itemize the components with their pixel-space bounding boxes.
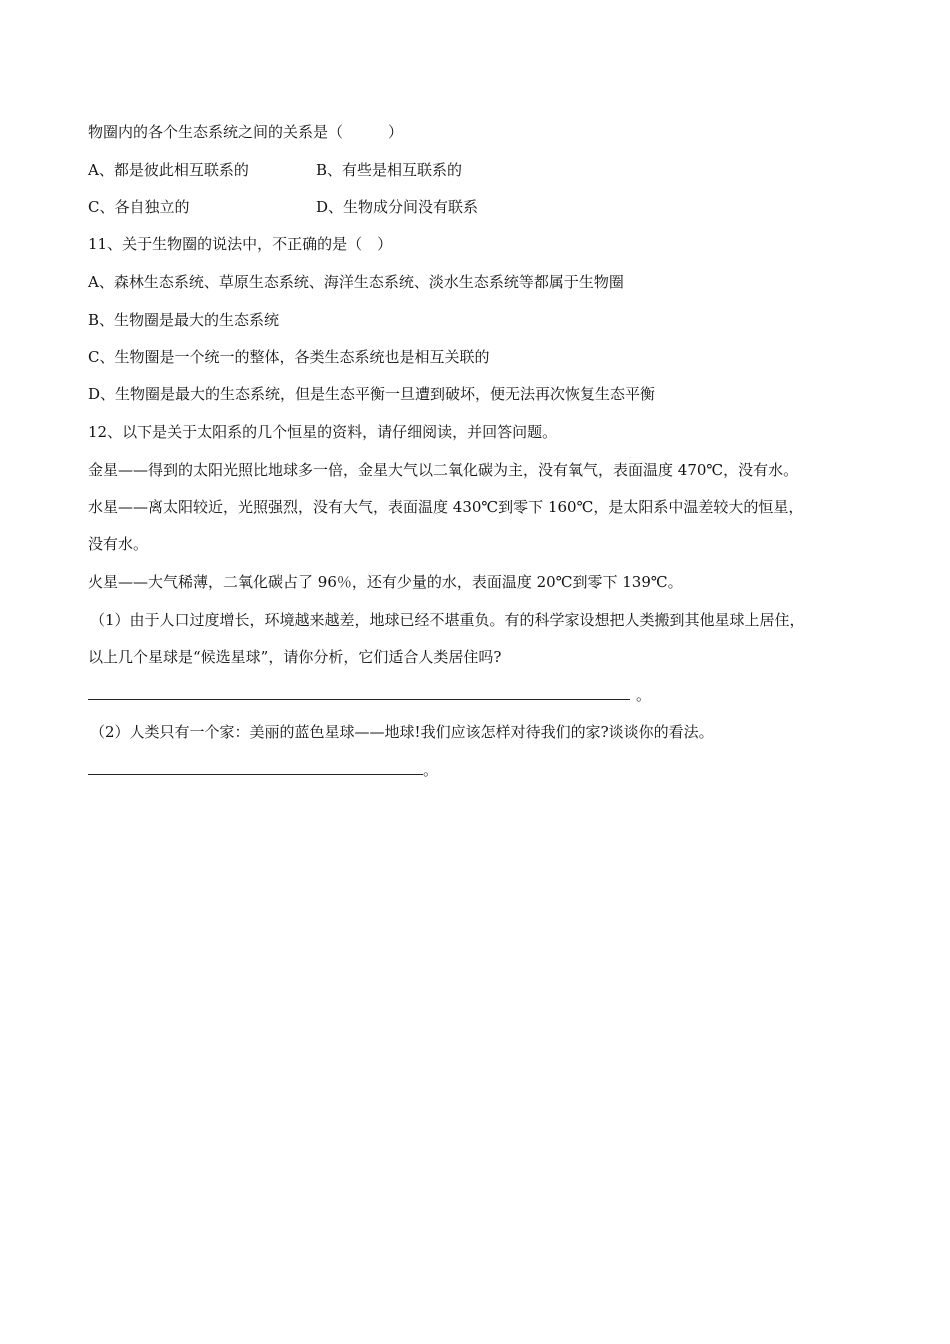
q12-sub2-answer-end: 。 bbox=[423, 761, 439, 779]
q12-sub2-answer bbox=[88, 760, 888, 780]
q12-mars: 火星——大气稀薄，二氧化碳占了 96％，还有少量的水，表面温度 20℃到零下 139℃。 bbox=[88, 573, 683, 591]
q12-sub1-answer-blank[interactable] bbox=[88, 685, 630, 700]
q12-sub2: （2）人类只有一个家：美丽的蓝色星球——地球!我们应该怎样对待我们的家?谈谈你的看法。 bbox=[90, 723, 714, 741]
q10-stem: 物圈内的各个生态系统之间的关系是（ ） bbox=[88, 123, 404, 141]
q11-stem: 11、关于生物圈的说法中，不正确的是（ ） bbox=[88, 235, 393, 253]
q10-option-d: D、生物成分间没有联系 bbox=[316, 198, 479, 216]
q11-option-c: C、生物圈是一个统一的整体，各类生态系统也是相互关联的 bbox=[88, 348, 490, 366]
q12-stem: 12、以下是关于太阳系的几个恒星的资料，请仔细阅读，并回答问题。 bbox=[88, 423, 558, 441]
q12-sub2-answer-blank[interactable] bbox=[88, 760, 423, 775]
q12-sub1-answer-end: 。 bbox=[636, 686, 652, 704]
q11-option-b: B、生物圈是最大的生态系统 bbox=[88, 311, 280, 329]
q10-option-a: A、都是彼此相互联系的 bbox=[88, 161, 249, 179]
q12-sub1-line-1: （1）由于人口过度增长，环境越来越差，地球已经不堪重负。有的科学家设想把人类搬到其他星球上居住， bbox=[90, 611, 805, 629]
q12-mercury-line-2: 没有水。 bbox=[88, 535, 149, 553]
q12-sub1-answer bbox=[88, 685, 888, 705]
q10-options-row-2 bbox=[88, 197, 888, 217]
q10-option-c: C、各自独立的 bbox=[88, 198, 190, 216]
q12-sub1-line-2: 以上几个星球是“候选星球”，请你分析，它们适合人类居住吗? bbox=[88, 648, 502, 666]
q12-venus: 金星——得到的太阳光照比地球多一倍，金星大气以二氧化碳为主，没有氧气，表面温度 470℃，没有水。 bbox=[88, 461, 799, 479]
q10-options-row-1 bbox=[88, 160, 888, 180]
q11-option-a: A、森林生态系统、草原生态系统、海洋生态系统、淡水生态系统等都属于生物圈 bbox=[88, 273, 624, 291]
q11-option-d: D、生物圈是最大的生态系统，但是生态平衡一旦遭到破坏，便无法再次恢复生态平衡 bbox=[88, 385, 656, 403]
q12-mercury-line-1: 水星——离太阳较近，光照强烈，没有大气，表面温度 430℃到零下 160℃，是太阳系中温差较大的恒星， bbox=[88, 498, 804, 516]
q10-option-b: B、有些是相互联系的 bbox=[316, 161, 463, 179]
